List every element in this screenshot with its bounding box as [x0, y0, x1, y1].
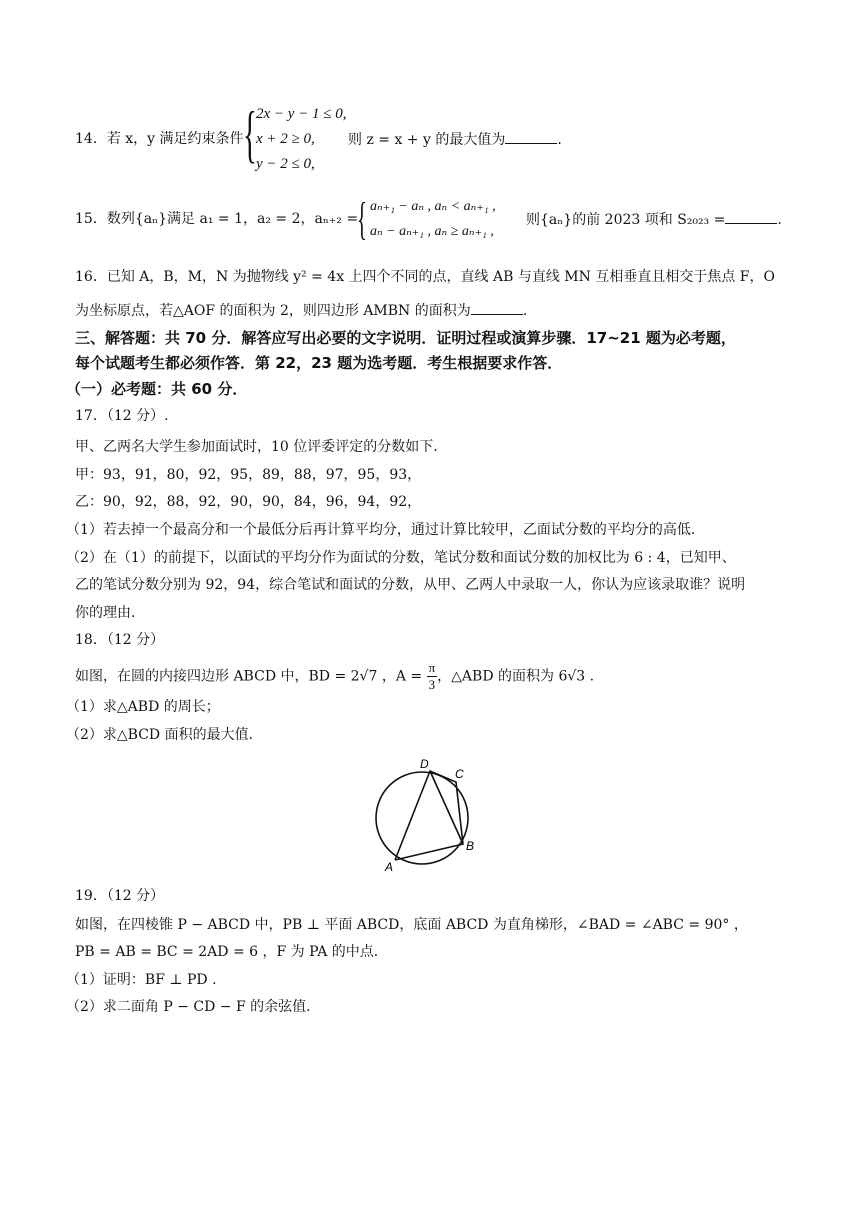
- q16-line-1: 16．已知 A，B，M，N 为抛物线 y² = 4x 上四个不同的点，直线 AB 与直线 MN 互相垂直且相交于焦点 F，O: [75, 269, 775, 285]
- q17-part-2b: 乙的笔试分数分别为 92，94，综合笔试和面试的分数，从甲、乙两人中录取一人，你认为应该录取谁？说明: [75, 577, 746, 593]
- q19-line-1: 如图，在四棱锥 P − ABCD 中，PB ⊥ 平面 ABCD，底面 ABCD 为直角梯形，∠BAD = ∠ABC = 90° ，: [75, 917, 748, 933]
- q16-text: 为坐标原点，若△AOF 的面积为 2，则四边形 AMBN 的面积为: [75, 303, 471, 319]
- q19-part-1: （1）证明：BF ⊥ PD .: [66, 972, 217, 988]
- section3-line-1: 三、解答题：共 70 分．解答应写出必要的文字说明．证明过程或演算步骤．17~21 题为必考题，: [75, 329, 736, 347]
- q18-intro-b: ，△ABD 的面积为 6√3 .: [437, 668, 595, 685]
- q15-answer-blank: [725, 209, 777, 224]
- label-a: A: [385, 860, 394, 874]
- q14-answer-blank: [505, 129, 557, 144]
- section3-line-2: 每个试题考生都必须作答．第 22，23 题为选考题．考生根据要求作答．: [75, 354, 563, 372]
- q18-part-1: （1）求△ABD 的周长；: [66, 699, 220, 715]
- q14-constraint-1: 2x − y − 1 ≤ 0,: [256, 106, 347, 122]
- circumcircle: [376, 772, 468, 864]
- q17-part-1: （1）若去掉一个最高分和一个最低分后再计算平均分，通过计算比较甲，乙面试分数的平均分的高低．: [66, 522, 705, 538]
- constraint-brace: {: [243, 98, 257, 169]
- q14-tail: 则 z = x + y 的最大值为: [348, 132, 506, 148]
- fraction-denominator: 3: [428, 677, 436, 692]
- q15-case-2: aₙ − aₙ₊₁ , aₙ ≥ aₙ₊₁ ,: [370, 224, 494, 239]
- q16-answer-blank: [471, 300, 523, 315]
- q19-line-2: PB = AB = BC = 2AD = 6 ，F 为 PA 的中点．: [75, 944, 388, 960]
- q14-lead: 14．若 x，y 满足约束条件: [75, 131, 244, 147]
- q18-intro-a: 如图，在圆的内接四边形 ABCD 中，BD = 2√7 ，A =: [75, 668, 423, 685]
- section3-subheading: （一）必考题：共 60 分．: [66, 380, 248, 398]
- label-c: C: [455, 767, 464, 781]
- q17-scores-jia: 甲：93，91，80，92，95，89，88，97，95，93，: [75, 467, 422, 483]
- angle-fraction: [427, 660, 438, 693]
- q19-head: 19．（12 分）: [75, 888, 165, 904]
- q17-head: 17．（12 分）.: [75, 408, 169, 424]
- fraction-numerator: π: [428, 660, 436, 675]
- label-d: D: [420, 757, 429, 771]
- q18-intro: [75, 660, 594, 693]
- q17-intro: 甲、乙两名大学生参加面试时，10 位评委评定的分数如下．: [75, 439, 448, 455]
- q15-lead: 15．数列{aₙ}满足 a₁ = 1，a₂ = 2，aₙ₊₂ =: [75, 211, 359, 227]
- q17-part-2c: 你的理由．: [75, 605, 145, 621]
- q14-question: [348, 129, 562, 150]
- q15-case-1: aₙ₊₁ − aₙ , aₙ < aₙ₊₁ ,: [370, 199, 496, 214]
- cyclic-quadrilateral-figure: [372, 756, 492, 876]
- q18-part-2: （2）求△BCD 面积的最大值．: [66, 727, 263, 743]
- q15-tail: 则{aₙ}的前 2023 项和 S₂₀₂₃ =: [526, 212, 726, 228]
- q14-constraint-2: x + 2 ≥ 0,: [256, 131, 315, 147]
- q17-part-2a: （2）在（1）的前提下，以面试的平均分作为面试的分数，笔试分数和面试分数的加权比为 6 : 4，已知甲、: [66, 550, 736, 566]
- piecewise-brace: {: [357, 193, 367, 244]
- q15-question: [526, 209, 782, 230]
- q15-end: .: [777, 212, 782, 228]
- q19-part-2: （2）求二面角 P − CD − F 的余弦值．: [66, 999, 321, 1015]
- q14-constraint-3: y − 2 ≤ 0,: [256, 156, 315, 172]
- label-b: B: [466, 839, 475, 853]
- diagonal-bd: [430, 771, 463, 844]
- q16-line-2: [75, 300, 527, 321]
- q14-end: .: [557, 132, 562, 148]
- q17-scores-yi: 乙：90，92，88，92，90，90，84，96，94，92，: [75, 494, 422, 510]
- q16-end: .: [522, 303, 528, 319]
- q18-head: 18．（12 分）: [75, 632, 165, 648]
